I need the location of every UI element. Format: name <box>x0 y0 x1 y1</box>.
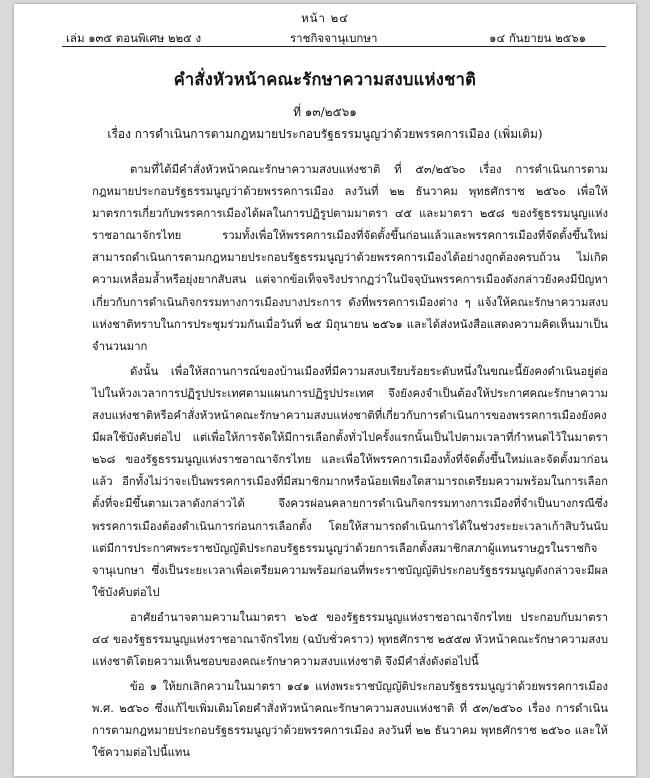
volume-issue: เล่ม ๑๓๕ ตอนพิเศษ ๒๒๕ ง <box>66 31 202 45</box>
paragraph: อาศัยอำนาจตามความในมาตรา ๒๖๕ ของรัฐธรรมนูญแห่งราชอาณาจักรไทย ประกอบกับมาตรา ๔๔ ของรัฐธรรมนูญแห่งราชอาณาจักรไทย (ฉบับชั่วคราว) พุทธศักราช ๒๕๕๗ หัวหน้าคณะรักษาความสงบแห่งชาติโดยความเห็นชอบของคณะรักษาความสงบแห่งชาติ จึงมีคำสั่งดังต่อไปนี้ <box>92 610 608 669</box>
publication-date: ๑๔ กันยายน ๒๕๖๑ <box>489 31 586 45</box>
order-number: ที่ ๑๓/๒๕๖๑ <box>293 105 357 119</box>
paragraph: ดังนั้น เพื่อให้สถานการณ์ของบ้านเมืองที่มีความสงบเรียบร้อยระดับหนึ่งในขณะนี้ยังคงดำเนินอยู่ต่อไปในห้วงเวลาการปฏิรูปประเทศตามแผนการปฏิรูปประเทศ จึงยังคงจำเป็นต้องให้ประกาศคณะรักษาความสงบแห่งชาติหรือคำสั่งหัวหน้าคณะรักษาความสงบแห่งชาติที่เกี่ยวกับการดำเนินการของพรรคการเมืองยังคงมีผลใช้บังคับต่อไป แต่เพื่อให้การจัดให้มีการเลือกตั้งทั่วไปครั้งแรกนั้นเป็นไปตามเวลาที่กำหนดไว้ในมาตรา ๒๖๘ ของรัฐธรรมนูญแห่งราชอาณาจักรไทย และเพื่อให้พรรคการเมืองทั้งที่จัดตั้งขึ้นใหม่และจัดตั้งมาก่อนแล้ว อีกทั้งไม่ว่าจะเป็นพรรคการเมืองที่มีสมาชิกมากหรือน้อยเพียงใดสามารถเตรียมความพร้อมในการเลือกตั้งที่จะมีขึ้นตามเวลาดังกล่าวได้ จึงควรผ่อนคลายการดำเนินกิจกรรมทางการเมืองที่จำเป็นบางกรณีซึ่งพรรคการเมืองต้องดำเนินการก่อนการเลือกตั้ง โดยให้สามารถดำเนินการได้ในช่วงระยะเวลาเก้าสิบวันนับแต่มีการประกาศพระราชบัญญัติประกอบรัฐธรรมนูญว่าด้วยการเลือกตั้งสมาชิกสภาผู้แทนราษฎรในราชกิจจานุเบกษา ซึ่งเป็นระยะเวลาเพื่อเตรียมความพร้อมก่อนที่พระราชบัญญัติประกอบรัฐธรรมนูญดังกล่าวจะมีผลใช้บังคับต่อไป <box>92 364 608 599</box>
page-number: หน้า ๒๔ <box>301 11 349 25</box>
gazette-name: ราชกิจจานุเบกษา <box>290 31 378 45</box>
document-title: คำสั่งหัวหน้าคณะรักษาความสงบแห่งชาติ <box>173 70 477 89</box>
paragraph: ข้อ ๑ ให้ยกเลิกความในมาตรา ๑๔๑ แห่งพระราชบัญญัติประกอบรัฐธรรมนูญว่าด้วยพรรคการเมือง พ.ศ. ๒๕๖๐ ซึ่งแก้ไขเพิ่มเติมโดยคำสั่งหัวหน้าคณะรักษาความสงบแห่งชาติ ที่ ๕๓/๒๕๖๐ เรื่อง การดำเนินการตามกฎหมายประกอบรัฐธรรมนูญว่าด้วยพรรคการเมือง ลงวันที่ ๒๒ ธันวาคม พุทธศักราช ๒๕๖๐ และให้ใช้ความต่อไปนี้แทน <box>92 680 608 760</box>
running-header <box>14 10 636 48</box>
document-body <box>92 159 608 768</box>
gazette-page <box>14 4 636 776</box>
paragraph: ตามที่ได้มีคำสั่งหัวหน้าคณะรักษาความสงบแห่งชาติ ที่ ๕๓/๒๕๖๐ เรื่อง การดำเนินการตามกฎหมายประกอบรัฐธรรมนูญว่าด้วยพรรคการเมือง ลงวันที่ ๒๒ ธันวาคม พุทธศักราช ๒๕๖๐ เพื่อให้มาตรการเกี่ยวกับพรรคการเมืองได้ผลในการปฏิรูปตามมาตรา ๔๕ และมาตรา ๒๕๘ ของรัฐธรรมนูญแห่งราชอาณาจักรไทย รวมทั้งเพื่อให้พรรคการเมืองที่จัดตั้งขึ้นก่อนแล้วและพรรคการเมืองที่จัดตั้งขึ้นใหม่สามารถดำเนินการตามกฎหมายประกอบรัฐธรรมนูญว่าด้วยพรรคการเมืองได้อย่างถูกต้องครบถ้วน ไม่เกิดความเหลื่อมล้ำหรือยุ่งยากสับสน แต่จากข้อเท็จจริงปรากฏว่าในปัจจุบันพรรคการเมืองดังกล่าวยังคงมีปัญหาเกี่ยวกับการดำเนินกิจกรรมทางการเมืองบางประการ ดังที่พรรคการเมืองต่าง ๆ แจ้งให้คณะรักษาความสงบแห่งชาติทราบในการประชุมร่วมกันเมื่อวันที่ ๒๕ มิถุนายน ๒๕๖๑ และได้ส่งหนังสือแสดงความคิดเห็นมาเป็นจำนวนมาก <box>92 163 608 353</box>
header-divider <box>62 46 606 47</box>
order-subject: เรื่อง การดำเนินการตามกฎหมายประกอบรัฐธรรมนูญว่าด้วยพรรคการเมือง (เพิ่มเติม) <box>107 127 543 141</box>
